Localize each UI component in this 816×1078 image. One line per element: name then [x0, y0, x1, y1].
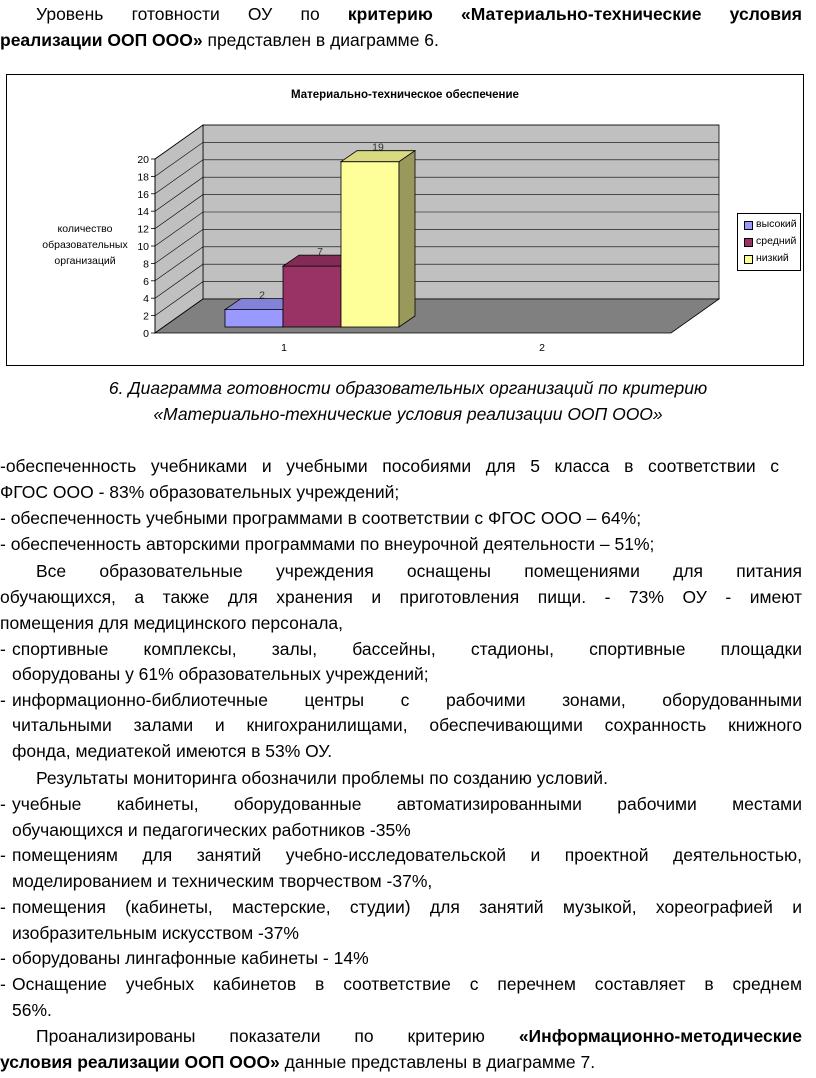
caption-line-2: «Материально-технические условия реализации ООП ООО» — [153, 404, 663, 424]
para-equipment-2: обучающихся, а также для хранения и приготовления пищи. - 73% ОУ - имеют — [0, 587, 802, 607]
intro-line-1 — [36, 2, 802, 26]
bullet-arts-1: помещения (кабинеты, мастерские, студии) для занятий музыкой, хореографией и — [12, 897, 802, 917]
bullet-library-3: фонда, медиатекой имеются в 53% ОУ. — [12, 741, 333, 761]
legend-label-high: высокий — [756, 218, 797, 230]
chart-title: Материально-техническое обеспечение — [291, 89, 519, 101]
para-textbooks-2: ФГОС ООО - 83% образовательных учреждений; — [0, 482, 400, 502]
data-label: 2 — [259, 289, 265, 302]
bullet-library-2: читальными залами и книгохранилищами, обеспечивающими сохранность книжного — [12, 715, 802, 735]
bullet-dash: - — [0, 897, 6, 917]
y-tick-label: 12 — [137, 223, 149, 236]
bullet-equipment-1: Оснащение учебных кабинетов в соответствие с перечнем составляет в среднем — [12, 974, 802, 994]
caption-line-1: 6. Диаграмма готовности образовательных организаций по критерию — [108, 378, 708, 398]
bullet-dash: - — [0, 690, 6, 710]
bullet-classrooms-1: учебные кабинеты, оборудованные автоматизированными рабочими местами — [12, 794, 802, 814]
intro-criterion: критерию «Материально-технические условия — [347, 4, 802, 24]
y-tick-label: 2 — [143, 310, 149, 323]
y-tick-label: 8 — [143, 258, 149, 271]
next-criterion-text: Проанализированы показатели по критерию — [36, 1026, 519, 1046]
legend-label-medium: средний — [756, 235, 797, 247]
legend-label-low: низкий — [756, 252, 789, 264]
data-label: 19 — [372, 141, 384, 154]
bullet-classrooms-2: обучающихся и педагогических работников -35% — [12, 820, 411, 840]
bullet-dash: - — [0, 948, 6, 968]
intro-line-2 — [0, 28, 816, 52]
para-next-criterion-2 — [0, 1050, 816, 1074]
chart-plot — [7, 75, 803, 365]
x-tick-label: 1 — [281, 342, 287, 354]
intro-criterion-cont: реализации ООП ООО» — [0, 30, 203, 50]
bullet-language-labs: оборудованы лингафонные кабинеты - 14% — [12, 948, 369, 968]
y-tick-label: 0 — [143, 328, 149, 340]
bullet-equipment-2: 56%. — [12, 1000, 52, 1020]
bullet-dash: - — [0, 845, 6, 865]
bullet-library-1: информационно-библиотечные центры с рабочими зонами, оборудованными — [12, 690, 802, 710]
para-programs: - обеспеченность учебными программами в соответствии с ФГОС ООО – 64%; — [0, 508, 642, 528]
para-author-programs: - обеспеченность авторскими программами по внеурочной деятельности – 51%; — [0, 534, 655, 554]
bullet-sports-1: спортивные комплексы, залы, бассейны, стадионы, спортивные площадки — [12, 639, 802, 659]
y-tick-label: 14 — [137, 206, 149, 219]
y-tick-label: 18 — [137, 171, 149, 184]
bullet-dash: - — [0, 794, 6, 814]
intro-text: Уровень готовности ОУ по — [36, 4, 348, 24]
legend-swatch-high — [744, 221, 753, 230]
bullet-dash: - — [0, 639, 6, 659]
bar-высокий — [225, 310, 283, 327]
y-tick-label: 16 — [137, 188, 149, 201]
next-criterion-text-cont: данные представлены в диаграмме 7. — [279, 1052, 596, 1072]
chart-frame — [6, 74, 804, 366]
chart-legend — [737, 213, 801, 271]
para-monitoring: Результаты мониторинга обозначили проблемы по созданию условий. — [36, 768, 608, 788]
bullet-research-1: помещениям для занятий учебно-исследовательской и проектной деятельностью, — [12, 845, 802, 865]
intro-text-cont: представлен в диаграмме 6. — [202, 30, 439, 50]
next-criterion-bold-cont: условия реализации ООП ООО» — [0, 1052, 280, 1072]
bar-низкий — [341, 162, 399, 327]
legend-swatch-medium — [744, 238, 753, 247]
legend-swatch-low — [744, 255, 753, 264]
bullet-sports-2: оборудованы у 61% образовательных учреждений; — [12, 664, 429, 684]
para-equipment-1: Все образовательные учреждения оснащены помещениями для питания — [36, 561, 802, 581]
x-tick-label: 2 — [539, 342, 545, 354]
bullet-arts-2: изобразительным искусством -37% — [12, 923, 299, 943]
y-tick-label: 10 — [137, 241, 149, 253]
bar-side — [399, 151, 415, 327]
bullet-dash: - — [0, 974, 6, 994]
para-textbooks-1: -обеспеченность учебниками и учебными пособиями для 5 класса в соответствии с — [0, 456, 779, 476]
bar-средний — [283, 266, 341, 327]
bullet-research-2: моделированием и техническим творчеством -37%, — [12, 871, 433, 891]
data-label: 7 — [317, 246, 323, 259]
para-equipment-3: помещения для медицинского персонала, — [0, 613, 344, 633]
para-next-criterion-1 — [36, 1024, 802, 1048]
y-tick-label: 6 — [143, 275, 149, 288]
y-tick-label: 20 — [137, 154, 149, 166]
y-tick-label: 4 — [143, 293, 149, 306]
chart-y-axis-label: количество образовательных организаций — [42, 223, 128, 267]
next-criterion-bold: «Информационно-методические — [518, 1026, 802, 1046]
